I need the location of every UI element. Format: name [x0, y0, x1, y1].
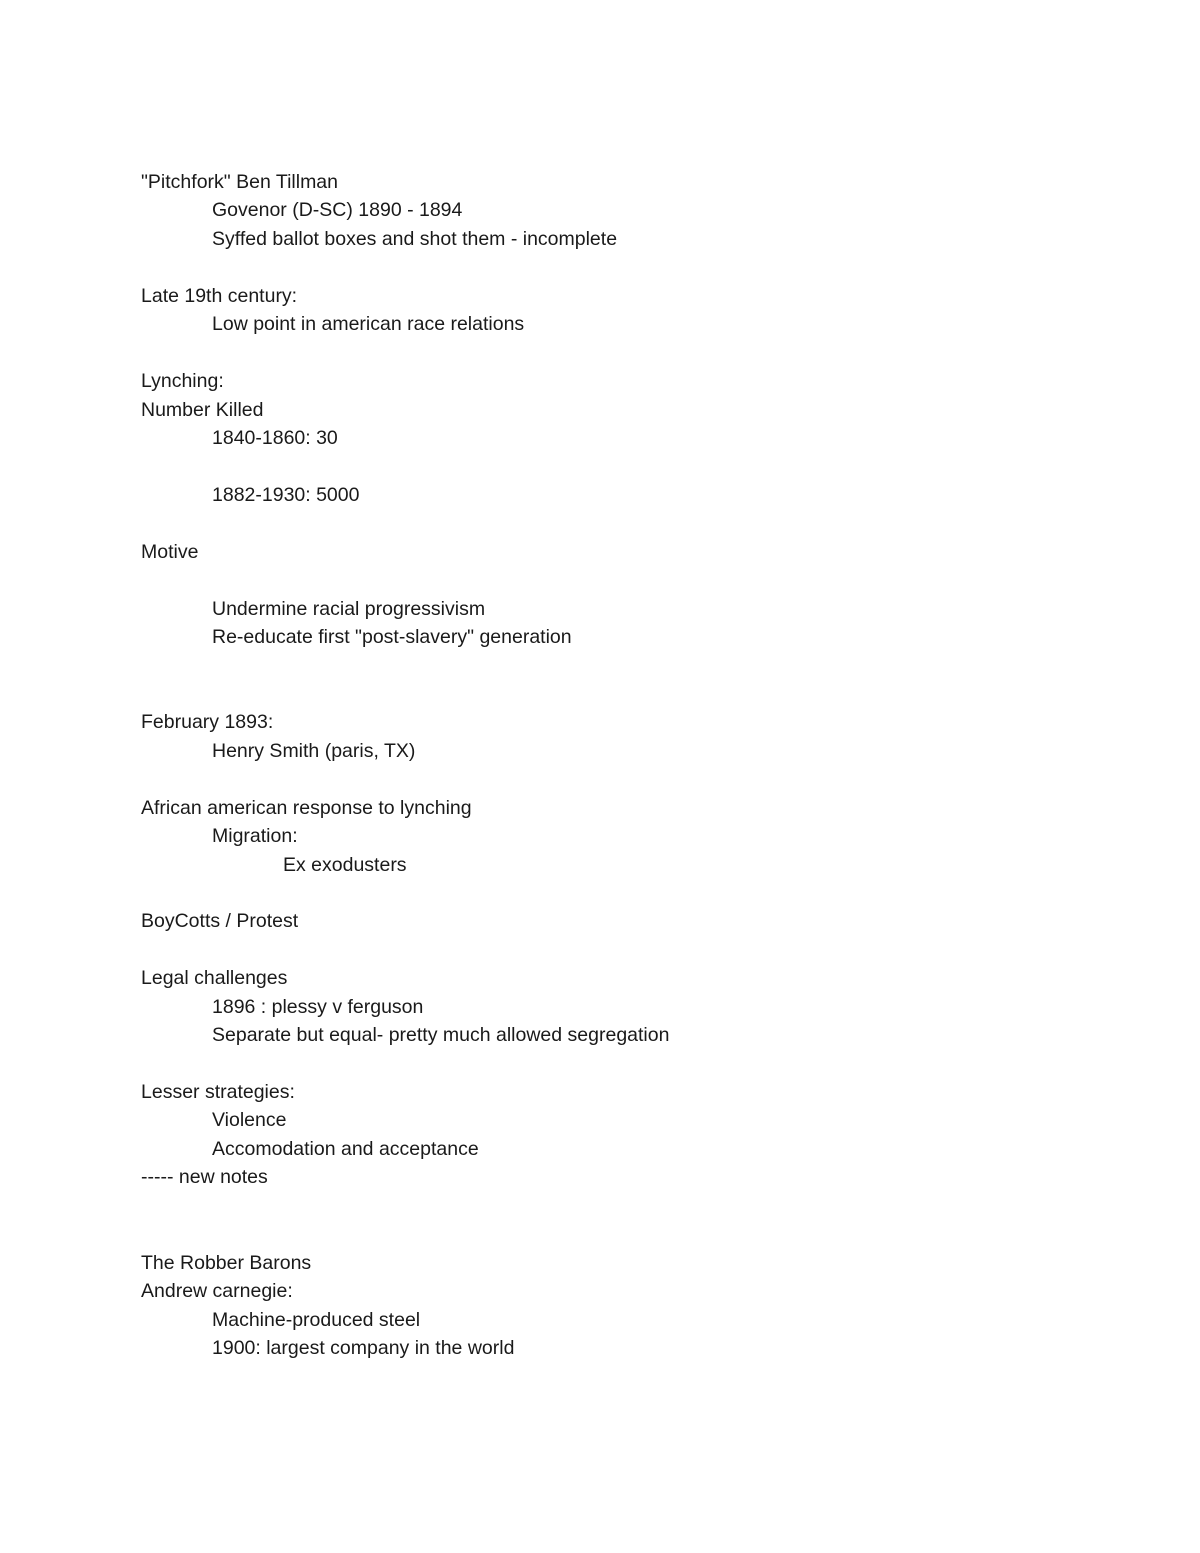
text-line: Ex exodusters	[283, 853, 407, 876]
blank-line	[141, 936, 1141, 964]
text-line: Undermine racial progressivism	[212, 597, 486, 620]
text-line: 1840-1860: 30	[212, 426, 338, 449]
text-line: Low point in american race relations	[212, 313, 525, 336]
blank-line	[141, 1220, 1141, 1248]
text-line: 1882-1930: 5000	[212, 483, 360, 506]
text-line: Number Killed	[141, 398, 264, 421]
text-line: Violence	[212, 1109, 287, 1132]
blank-line	[141, 566, 1141, 594]
text-line: Lynching:	[141, 370, 224, 393]
blank-line	[141, 879, 1141, 907]
text-line: ----- new notes	[141, 1166, 268, 1189]
text-line: Migration:	[212, 825, 298, 848]
text-line: 1896 : plessy v ferguson	[212, 995, 424, 1018]
blank-line	[141, 509, 1141, 537]
text-line: Legal challenges	[141, 967, 288, 990]
text-line: Accomodation and acceptance	[212, 1137, 479, 1160]
text-line: Govenor (D-SC) 1890 - 1894	[212, 199, 463, 222]
blank-line	[141, 452, 1141, 480]
blank-line	[141, 339, 1141, 367]
blank-line	[141, 651, 1141, 679]
text-line: Machine-produced steel	[212, 1308, 421, 1331]
text-line: "Pitchfork" Ben Tillman	[141, 171, 338, 193]
blank-line	[141, 765, 1141, 793]
blank-line	[141, 1192, 1141, 1220]
text-line: Henry Smith (paris, TX)	[212, 739, 416, 762]
text-line: Late 19th century:	[141, 284, 298, 307]
text-line: Syffed ballot boxes and shot them - incomplete	[212, 227, 618, 250]
text-line: African american response to lynching	[141, 796, 472, 819]
text-line: Lesser strategies:	[141, 1081, 295, 1103]
text-line: Separate but equal- pretty much allowed segregation	[212, 1024, 670, 1047]
text-line: 1900: largest company in the world	[212, 1336, 515, 1359]
text-line: Motive	[141, 540, 199, 563]
text-line: BoyCotts / Protest	[141, 910, 299, 933]
blank-line	[141, 1050, 1141, 1078]
blank-line	[141, 680, 1141, 708]
blank-line	[141, 253, 1141, 281]
text-line: The Robber Barons	[141, 1251, 312, 1274]
document-body	[141, 168, 1141, 1362]
text-line: Andrew carnegie:	[141, 1280, 293, 1303]
text-line: Re-educate first "post-slavery" generation	[212, 626, 572, 648]
text-line: February 1893:	[141, 711, 274, 734]
